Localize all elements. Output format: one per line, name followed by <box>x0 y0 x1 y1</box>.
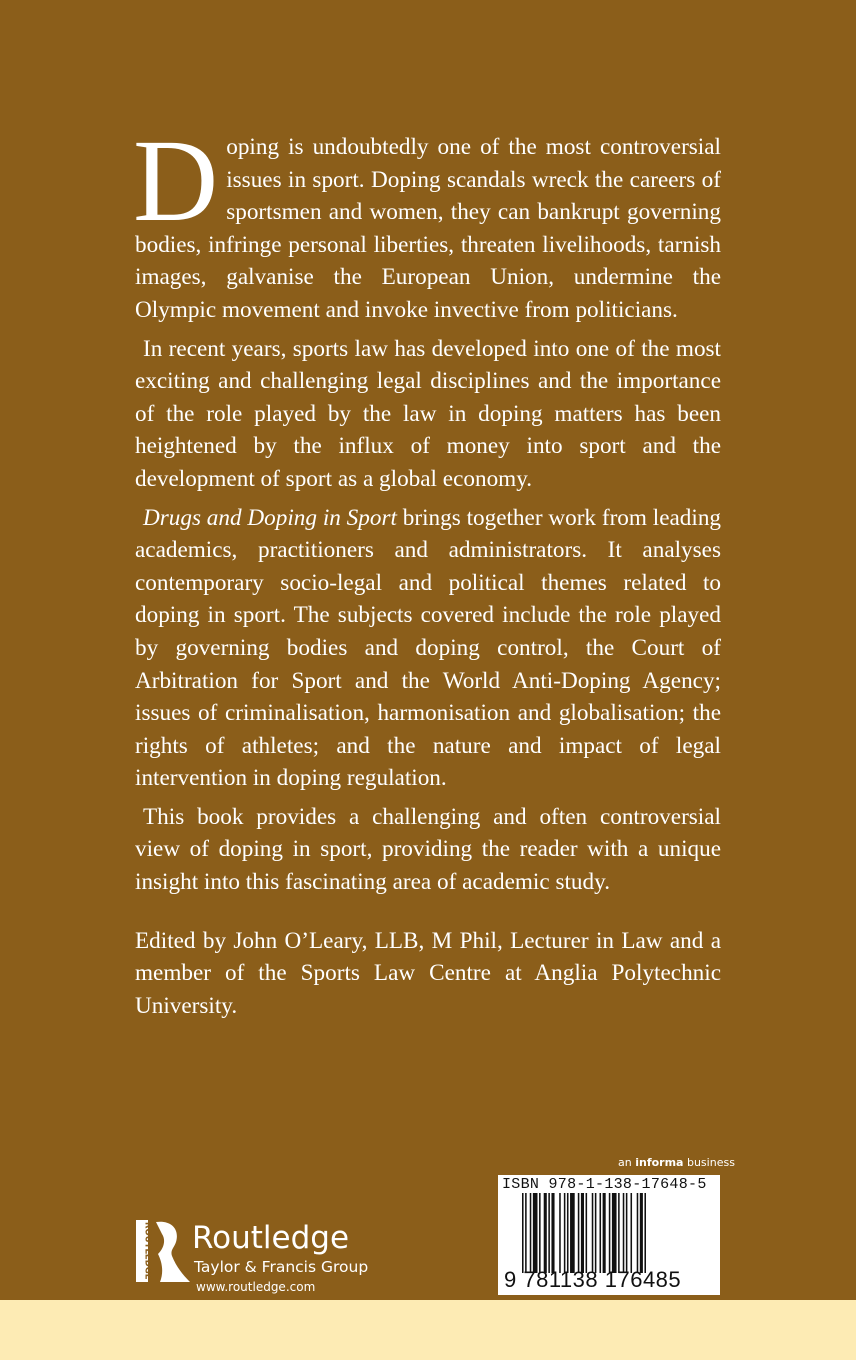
barcode-bar <box>522 1193 524 1273</box>
barcode-bar <box>525 1193 527 1273</box>
barcode-bar <box>637 1193 639 1273</box>
informa-suffix: business <box>683 1156 735 1169</box>
barcode-bar <box>603 1193 606 1273</box>
barcode-bar <box>544 1193 547 1273</box>
barcode-bar <box>640 1193 643 1273</box>
informa-tagline <box>618 1156 735 1169</box>
barcode-bar <box>567 1193 569 1273</box>
barcode-bar <box>530 1193 532 1273</box>
paragraph-1 <box>133 115 721 327</box>
blurb-text <box>133 115 722 1028</box>
barcode-bar <box>533 1193 538 1273</box>
barcode-bar <box>564 1193 566 1273</box>
publisher-group: Taylor & Francis Group <box>194 1258 369 1276</box>
barcode-digits: 9 781138 176485 <box>504 1267 682 1292</box>
routledge-logo <box>136 1218 376 1298</box>
paragraph-1-text: oping is undoubtedly one of the most controversial issues in sport. Doping scandals wreck the careers of sportsmen and women, they can bankrupt governing bodies, infringe personal liberties, threaten livelihoods, tarnish images, galvanise the European Union, undermine the Olympic movement and invoke invective from politicians. <box>135 134 721 323</box>
barcode-bar <box>618 1193 620 1273</box>
barcode-bar <box>595 1193 597 1273</box>
barcode-bar <box>631 1193 633 1273</box>
barcode-bar <box>548 1193 550 1273</box>
paragraph-2: In recent years, sports law has developed into one of the most exciting and challenging legal disciplines and the importance of the role played by the law in doping matters has been heightened by the influx of money into sport and the development of sport as a global economy. <box>135 335 721 492</box>
barcode-bar <box>626 1193 628 1273</box>
barcode-bar <box>559 1193 561 1273</box>
barcode-bar <box>609 1193 611 1273</box>
barcode-bar <box>623 1193 625 1273</box>
barcode-bar <box>600 1193 602 1273</box>
isbn-label: ISBN 978-1-138-17648-5 <box>502 1176 707 1193</box>
paragraph-3-text: brings together work from leading academics, practitioners and administrators. It analyses contemporary socio-legal and political themes related to doping in sport. The subjects covered include the role played by governing bodies and doping control, the Court of Arbitration for Sport and the World Anti-Doping Agency; issues of criminalisation, harmonisation and globalisation; the rights of athletes; and the nature and impact of legal intervention in doping regulation. <box>135 504 722 792</box>
bottom-strip <box>0 1300 856 1360</box>
informa-brand: informa <box>635 1156 684 1169</box>
drop-cap: D <box>133 115 219 246</box>
publisher-url: www.routledge.com <box>196 1280 316 1294</box>
barcode-bar <box>551 1193 554 1273</box>
routledge-head-icon <box>136 1218 192 1284</box>
paragraph-4: This book provides a challenging and often controversial view of doping in sport, providing the reader with a unique insight into this fascinating area of academic study. <box>135 803 721 896</box>
barcode-bar <box>592 1193 594 1273</box>
barcode-bar <box>586 1193 588 1273</box>
paragraph-3 <box>135 502 721 795</box>
barcode-bar <box>644 1193 646 1273</box>
informa-prefix: an <box>618 1156 636 1169</box>
barcode-bar <box>581 1193 584 1273</box>
book-title: Drugs and Doping in Sport <box>143 504 397 531</box>
svg-text:ROUTLEDGE: ROUTLEDGE <box>142 1222 153 1280</box>
barcode-bars <box>522 1193 696 1273</box>
barcode-bar <box>570 1193 575 1273</box>
editor-credit: Edited by John O’Leary, LLB, M Phil, Lecturer in Law and a member of the Sports Law Centre at Anglia Polytechnic University. <box>135 927 721 1019</box>
barcode-bar <box>578 1193 580 1273</box>
barcode-bar <box>539 1193 541 1273</box>
isbn-barcode <box>498 1175 720 1295</box>
barcode-bar <box>612 1193 617 1273</box>
publisher-name: Routledge <box>192 1220 350 1256</box>
